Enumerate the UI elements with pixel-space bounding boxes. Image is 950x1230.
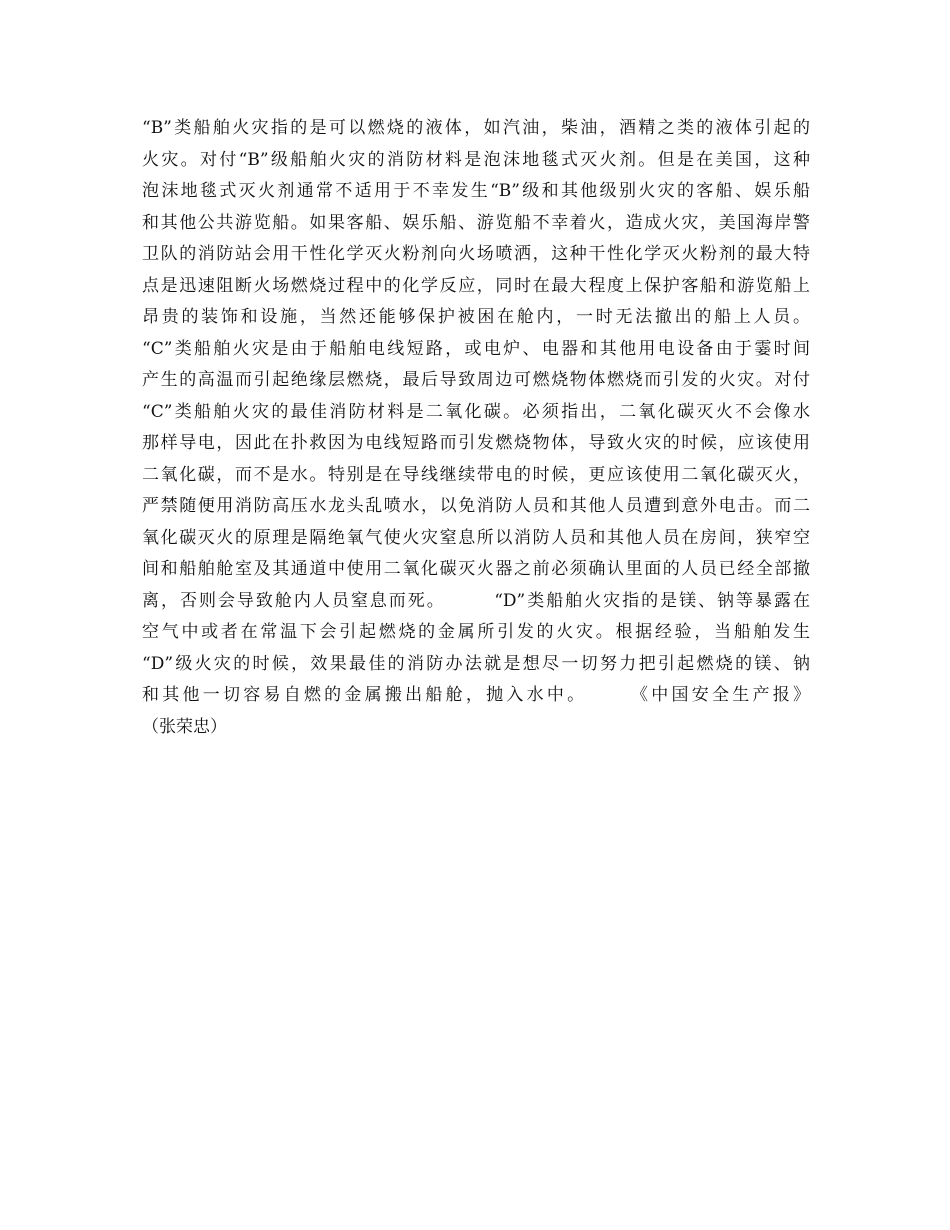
text-line: 严禁随便用消防高压水龙头乱喷水，以免消防人员和其他人员遭到意外电击。而二 bbox=[142, 496, 810, 516]
text-line: 火灾。对付“B”级船舶火灾的消防材料是泡沫地毯式灭火剂。但是在美国，这种 bbox=[142, 149, 810, 170]
text-line: 空气中或者在常温下会引起燃烧的金属所引发的火灾。根据经验，当船舶发生 bbox=[142, 622, 810, 642]
author-line: （张荣忠） bbox=[142, 716, 227, 737]
text-line: “C”类船舶火灾是由于船舶电线短路，或电炉、电器和其他用电设备由于霎时间 bbox=[142, 338, 810, 359]
text-line: 卫队的消防站会用干性化学灭火粉剂向火场喷洒，这种干性化学灭火粉剂的最大特 bbox=[142, 244, 810, 264]
text-line: 泡沫地毯式灭火剂通常不适用于不幸发生“B”级和其他级别火灾的客船、娱乐船 bbox=[142, 181, 810, 201]
text-line: 二氧化碳，而不是水。特别是在导线继续带电的时候，更应该使用二氧化碳灭火， bbox=[142, 464, 810, 485]
text-line: 氧化碳灭火的原理是隔绝氧气使火灾窒息所以消防人员和其他人员在房间，狭窄空 bbox=[142, 527, 810, 548]
text-line: 和其他公共游览船。如果客船、娱乐船、游览船不幸着火，造成火灾，美国海岸警 bbox=[142, 212, 810, 233]
document-body bbox=[142, 113, 810, 743]
text-line: 那样导电，因此在扑救因为电线短路而引发燃烧物体，导致火灾的时候，应该使用 bbox=[142, 433, 810, 453]
text-line: “B”类船舶火灾指的是可以燃烧的液体，如汽油，柴油，酒精之类的液体引起的 bbox=[142, 118, 810, 138]
text-line: “D”级火灾的时候，效果最佳的消防办法就是想尽一切努力把引起燃烧的镁、钠 bbox=[142, 653, 810, 674]
text-line: 产生的高温而引起绝缘层燃烧，最后导致周边可燃烧物体燃烧而引发的火灾。对付 bbox=[142, 370, 810, 390]
text-line: 和其他一切容易自燃的金属搬出船舱，抛入水中。 《中国安全生产报》 bbox=[142, 685, 810, 705]
text-line: 点是迅速阻断火场燃烧过程中的化学反应，同时在最大程度上保护客船和游览船上 bbox=[142, 275, 810, 296]
text-line: “C”类船舶火灾的最佳消防材料是二氧化碳。必须指出，二氧化碳灭火不会像水 bbox=[142, 401, 810, 422]
text-line: 离，否则会导致舱内人员窒息而死。 “D”类船舶火灾指的是镁、钠等暴露在 bbox=[142, 590, 810, 611]
text-line: 昂贵的装饰和设施，当然还能够保护被困在舱内，一时无法撤出的船上人员。 bbox=[142, 307, 810, 327]
text-line: 间和船舶舱室及其通道中使用二氧化碳灭火器之前必须确认里面的人员已经全部撤 bbox=[142, 559, 810, 579]
